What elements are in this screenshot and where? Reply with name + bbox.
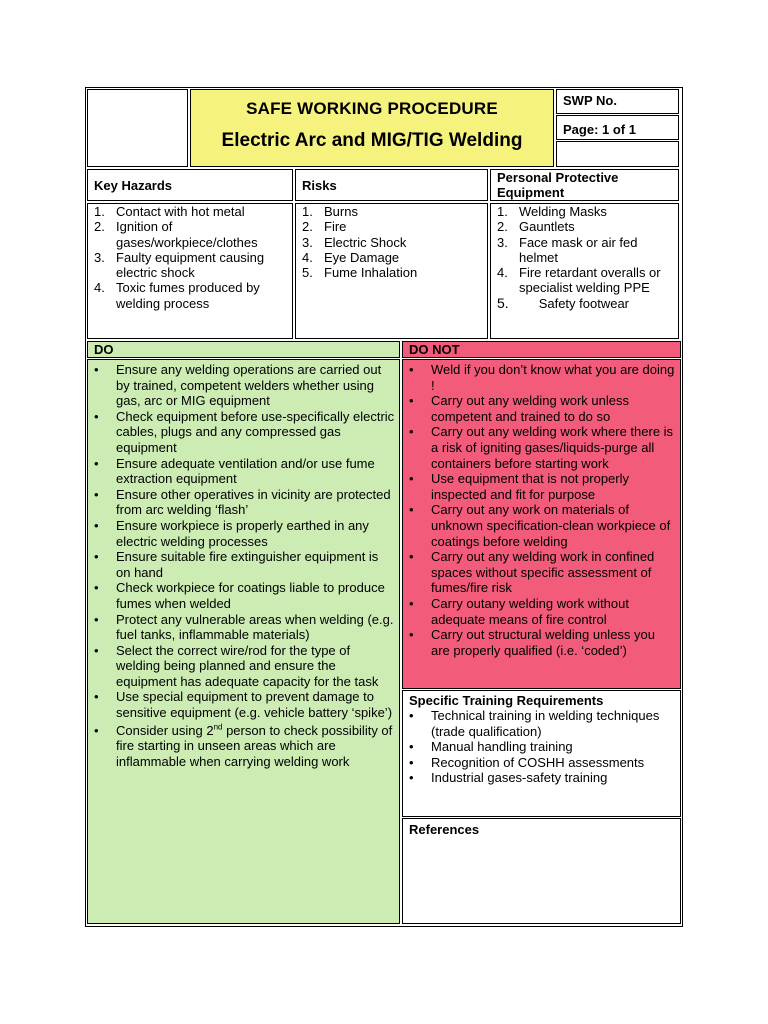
logo-cell bbox=[87, 89, 188, 167]
list-item: • Carry outany welding work without adequate means of fire control bbox=[403, 596, 680, 627]
list-item bbox=[88, 219, 292, 250]
do-not-section bbox=[402, 359, 681, 689]
item-number: 4. bbox=[497, 265, 508, 281]
item-text: Ignition of gases/workpiece/clothes bbox=[116, 219, 258, 250]
list-item: • Check equipment before use-specifically electric cables, plugs and any compressed gas equipment bbox=[88, 409, 399, 456]
item-text: Contact with hot metal bbox=[116, 204, 245, 219]
document-type: SAFE WORKING PROCEDURE bbox=[246, 99, 498, 118]
list-item: • Use equipment that is not properly inspected and fit for purpose bbox=[403, 471, 680, 502]
list-item bbox=[88, 250, 292, 281]
item-number: 5. bbox=[302, 265, 313, 281]
references-section bbox=[402, 818, 681, 924]
list-item: • Select the correct wire/rod for the type of welding being planned and ensure the equipment has adequate capacity for the task bbox=[88, 643, 399, 690]
training-header: Specific Training Requirements bbox=[409, 693, 604, 708]
do-header: DO bbox=[87, 341, 400, 358]
hazards-list bbox=[88, 204, 292, 311]
list-item bbox=[296, 250, 487, 265]
hazards-list-cell bbox=[87, 203, 293, 339]
item-number: 3. bbox=[302, 234, 313, 250]
procedure-title: Electric Arc and MIG/TIG Welding bbox=[221, 130, 523, 151]
list-item: • Recognition of COSHH assessments bbox=[403, 755, 680, 771]
list-item: • Ensure workpiece is properly earthed in any electric welding processes bbox=[88, 518, 399, 549]
list-item bbox=[491, 235, 678, 266]
item-text: Face mask or air fed helmet bbox=[519, 234, 638, 265]
list-item bbox=[296, 265, 487, 280]
item-text: Gauntlets bbox=[519, 219, 575, 235]
item-text: Faulty equipment causing electric shock bbox=[116, 249, 265, 281]
item-number: 2. bbox=[497, 219, 508, 235]
blank-cell bbox=[556, 141, 679, 167]
list-item bbox=[88, 280, 292, 311]
item-number: 4. bbox=[94, 280, 105, 296]
list-item: • Carry out any work on materials of unknown specification-clean workpiece of coatings before welding bbox=[403, 502, 680, 549]
do-list bbox=[88, 362, 399, 721]
item-text: Consider using 2 bbox=[116, 722, 214, 738]
do-section bbox=[87, 359, 400, 924]
list-item: • Ensure suitable fire extinguisher equipment is on hand bbox=[88, 549, 399, 580]
do-not-header: DO NOT bbox=[402, 341, 681, 358]
do-not-list bbox=[403, 362, 680, 658]
references-header: References bbox=[409, 822, 480, 837]
training-list bbox=[403, 708, 680, 786]
list-item bbox=[88, 723, 399, 770]
list-item bbox=[296, 204, 487, 219]
item-number: 3. bbox=[94, 249, 105, 265]
item-text: Fume Inhalation bbox=[324, 265, 418, 281]
list-item: • Ensure other operatives in vicinity are protected from arc welding ‘flash’ bbox=[88, 487, 399, 518]
ppe-header: Personal Protective Equipment bbox=[490, 169, 679, 201]
training-section bbox=[402, 690, 681, 817]
ppe-list-cell bbox=[490, 203, 679, 339]
swp-number: SWP No. bbox=[556, 89, 679, 114]
item-text: Fire bbox=[324, 219, 347, 235]
item-text: person to check possibility of fire starting in unseen areas which are inflammable when carrying welding work bbox=[116, 722, 393, 769]
key-hazards-header: Key Hazards bbox=[87, 169, 293, 201]
item-number: 3. bbox=[497, 234, 508, 250]
item-text: Safety footwear bbox=[538, 295, 630, 311]
risks-list-cell bbox=[295, 203, 488, 339]
item-text: Toxic fumes produced by welding process bbox=[116, 280, 260, 311]
item-text: Fire retardant overalls or specialist welding PPE bbox=[519, 265, 661, 296]
list-item: • Weld if you don’t know what you are doing ! bbox=[403, 362, 680, 393]
list-item: • Use special equipment to prevent damage to sensitive equipment (e.g. vehicle battery ‘spike’) bbox=[88, 689, 399, 720]
item-number: 5. bbox=[497, 294, 509, 311]
risks-header: Risks bbox=[295, 169, 488, 201]
list-item bbox=[296, 219, 487, 234]
list-item: • Protect any vulnerable areas when welding (e.g. fuel tanks, inflammable materials) bbox=[88, 612, 399, 643]
list-item bbox=[491, 204, 678, 219]
list-item: • Check workpiece for coatings liable to produce fumes when welded bbox=[88, 580, 399, 611]
item-text: Eye Damage bbox=[324, 249, 400, 265]
title-block bbox=[190, 89, 554, 167]
list-item bbox=[296, 235, 487, 250]
risks-list bbox=[296, 204, 487, 280]
list-item: • Ensure adequate ventilation and/or use fume extraction equipment bbox=[88, 456, 399, 487]
item-text: Welding Masks bbox=[519, 204, 607, 219]
list-item bbox=[491, 219, 678, 234]
item-text: Burns bbox=[324, 204, 358, 219]
list-item: • Carry out structural welding unless you are properly qualified (i.e. ‘coded’) bbox=[403, 627, 680, 658]
list-item: • Manual handling training bbox=[403, 739, 680, 755]
ordinal-suffix: nd bbox=[213, 722, 223, 732]
item-number: 1. bbox=[94, 204, 105, 219]
list-item: • Industrial gases-safety training bbox=[403, 770, 680, 786]
list-item bbox=[491, 296, 678, 311]
ppe-list bbox=[491, 204, 678, 296]
list-item bbox=[88, 204, 292, 219]
list-item: • Ensure any welding operations are carried out by trained, competent welders whether using gas, arc or MIG equipment bbox=[88, 362, 399, 409]
item-number: 1. bbox=[302, 204, 313, 219]
list-item: • Carry out any welding work unless competent and trained to do so bbox=[403, 393, 680, 424]
item-text: Electric Shock bbox=[324, 234, 407, 250]
item-number: 4. bbox=[302, 249, 313, 265]
list-item bbox=[491, 265, 678, 296]
item-number: 2. bbox=[302, 219, 313, 235]
do-list-last bbox=[88, 723, 399, 770]
page-number: Page: 1 of 1 bbox=[556, 115, 679, 140]
item-number: 1. bbox=[497, 204, 508, 219]
list-item: • Carry out any welding work where there is a risk of igniting gases/liquids-purge all containers before starting work bbox=[403, 424, 680, 471]
item-number: 2. bbox=[94, 219, 105, 235]
list-item: • Carry out any welding work in confined spaces without specific assessment of fumes/fire risk bbox=[403, 549, 680, 596]
list-item: • Technical training in welding techniques (trade qualification) bbox=[403, 708, 680, 739]
